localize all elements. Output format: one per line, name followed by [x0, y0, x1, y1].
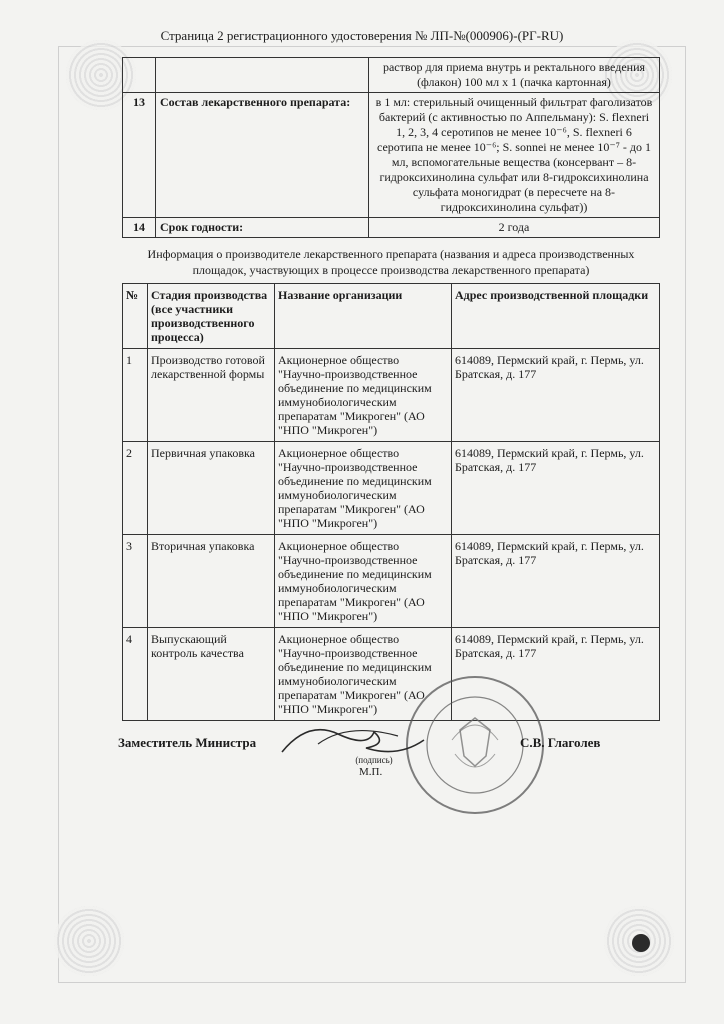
table-row: [123, 628, 660, 721]
row-number: 13: [123, 93, 156, 218]
signature-caption: (подпись): [355, 755, 393, 765]
cell-address: 614089, Пермский край, г. Пермь, ул. Братская, д. 177: [452, 535, 660, 628]
cell-org: Акционерное общество "Научно-производственное объединение по медицинским иммунобиологическим препаратам "Микроген" (АО "НПО "Микроген"): [275, 442, 452, 535]
cell-address: 614089, Пермский край, г. Пермь, ул. Братская, д. 177: [452, 442, 660, 535]
cell-stage: Первичная упаковка: [148, 442, 275, 535]
header-stage: Стадия производства (все участники производственного процесса): [148, 284, 275, 349]
cell-address: 614089, Пермский край, г. Пермь, ул. Братская, д. 177: [452, 349, 660, 442]
table-row: [123, 535, 660, 628]
cell-num: 1: [123, 349, 148, 442]
cell-org: Акционерное общество "Научно-производственное объединение по медицинским иммунобиологическим препаратам "Микроген" (АО "НПО "Микроген"): [275, 535, 452, 628]
signer-name: С.В. Глаголев: [520, 735, 601, 750]
binding-hole: [632, 934, 650, 952]
cell-address: 614089, Пермский край, г. Пермь, ул. Братская, д. 177: [452, 628, 660, 721]
page-header: Страница 2 регистрационного удостоверения № ЛП-№(000906)-(РГ-RU): [160, 28, 564, 43]
row-number: 14: [123, 218, 156, 238]
cell-org: Акционерное общество "Научно-производственное объединение по медицинским иммунобиологическим препаратам "Микроген" (АО "НПО "Микроген"): [275, 349, 452, 442]
table-row: [123, 93, 660, 218]
row-number: [123, 58, 156, 93]
stamp-label: М.П.: [359, 766, 383, 778]
cell-stage: Производство готовой лекарственной формы: [148, 349, 275, 442]
signer-position: Заместитель Министра: [118, 735, 257, 750]
composition-label: Состав лекарственного препарата:: [156, 93, 369, 218]
shelf-life-label: Срок годности:: [156, 218, 369, 238]
dosage-form-continuation: раствор для приема внутрь и ректального введения (флакон) 100 мл х 1 (пачка картонная): [369, 58, 660, 93]
table-row: [123, 442, 660, 535]
header-org: Название организации: [275, 284, 452, 349]
cell-num: 4: [123, 628, 148, 721]
cell-num: 3: [123, 535, 148, 628]
header-num: №: [123, 284, 148, 349]
row-label: [156, 58, 369, 93]
drug-info-table: [122, 57, 660, 238]
table-header-row: [123, 284, 660, 349]
table-row: [123, 349, 660, 442]
cell-stage: Вторичная упаковка: [148, 535, 275, 628]
table-row: [123, 58, 660, 93]
composition-value: в 1 мл: стерильный очищенный фильтрат фаголизатов бактерий (с активностью по Аппельману): S. flexneri 1, 2, 3, 4 серотипов не менее 10⁻⁶, S. flexneri 6 серотипа не менее 10⁻⁶; S. sonnei не менее 10⁻⁷ - до 1 мл, вспомогательные вещества (консервант – 8-гидроксихинолина сульфат или 8-гидроксихинолина сульфата моногидрат (в пересчете на 8-гидроксихинолина сульфат)): [369, 93, 660, 218]
shelf-life-value: 2 года: [369, 218, 660, 238]
cell-stage: Выпускающий контроль качества: [148, 628, 275, 721]
manufacturer-info-caption: Информация о производителе лекарственного препарата (названия и адреса производственных площадок, участвующих в процессе производства лекарственного препарата): [147, 247, 635, 277]
cell-num: 2: [123, 442, 148, 535]
header-address: Адрес производственной площадки: [452, 284, 660, 349]
table-row: [123, 218, 660, 238]
cell-org: Акционерное общество "Научно-производственное объединение по медицинским иммунобиологическим препаратам "Микроген" (АО "НПО "Микроген"): [275, 628, 452, 721]
manufacturer-table: [122, 283, 660, 721]
corner-rosette: [54, 906, 124, 976]
